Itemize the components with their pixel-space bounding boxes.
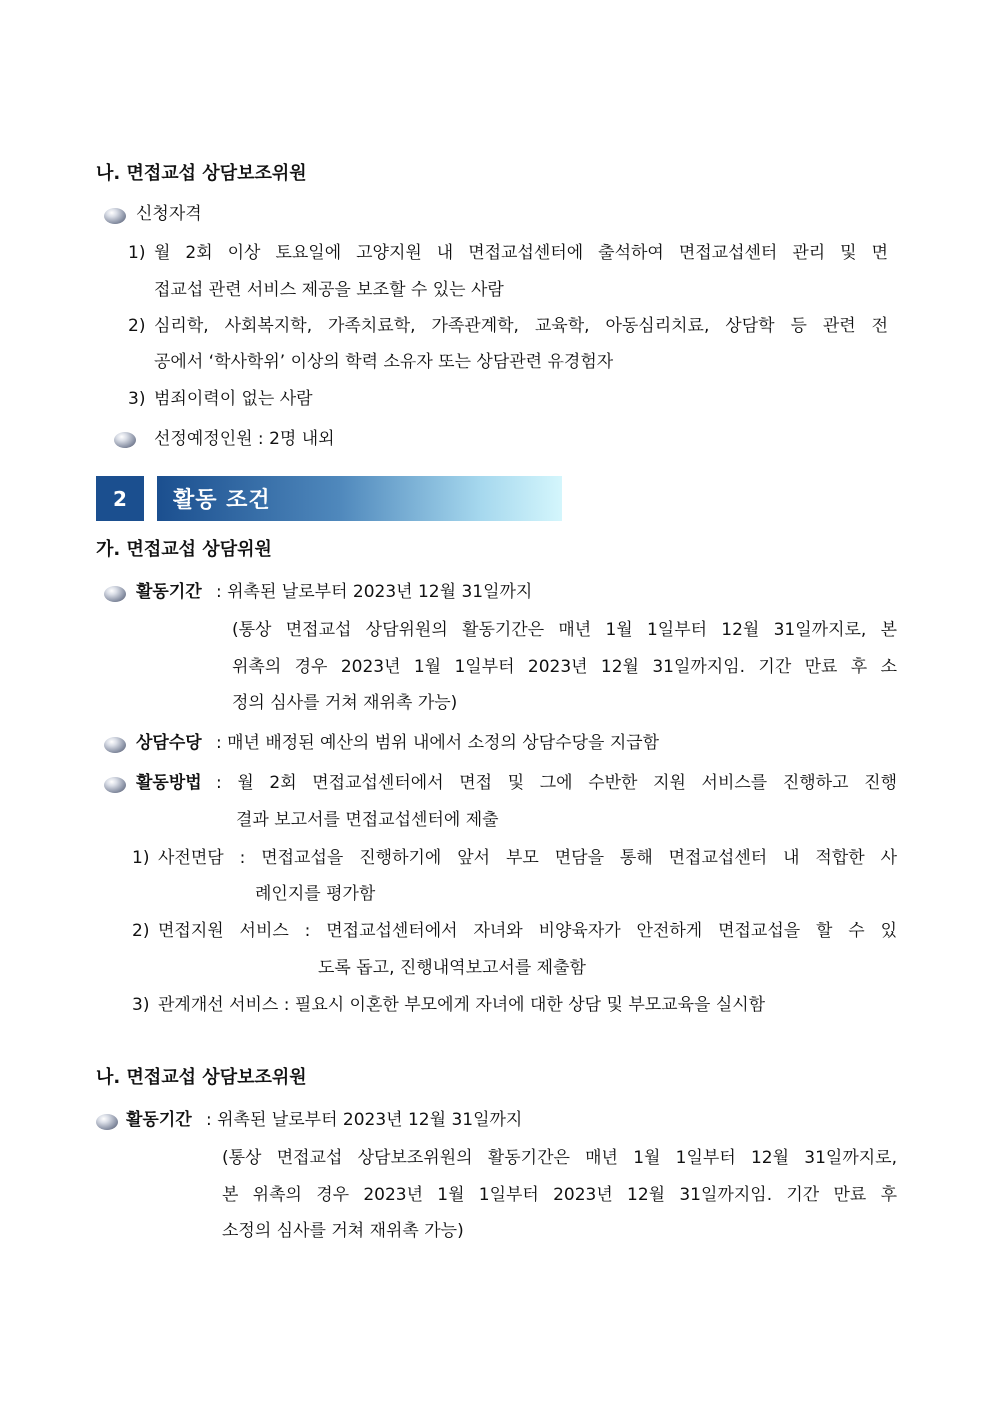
section-heading-b2: 나. 면접교섭 상담보조위원: [96, 1067, 307, 1088]
period-note-line: (통상 면접교섭 상담위원의 활동기간은 매년 1월 1일부터 12월 31일까지로, 본: [232, 620, 897, 640]
bullet-icon: [114, 432, 136, 448]
qualification-item-line: 범죄이력이 없는 사람: [154, 389, 313, 409]
bullet-icon: [104, 737, 126, 753]
period-text: : 위촉된 날로부터 2023년 12월 31일까지: [216, 582, 533, 602]
fee-text: : 매년 배정된 예산의 범위 내에서 소정의 상담수당을 지급함: [216, 733, 660, 753]
qualification-label: 신청자격: [136, 204, 202, 224]
method-item-line: 도록 돕고, 진행내역보고서를 제출함: [318, 958, 586, 978]
item-number: 1): [132, 848, 150, 868]
method-item-line: 면접지원 서비스 : 면접교섭센터에서 자녀와 비양육자가 안전하게 면접교섭을 할 수 있: [158, 921, 897, 941]
method-item-line: 사전면담 : 면접교섭을 진행하기에 앞서 부모 면담을 통해 면접교섭센터 내 적합한 사: [158, 848, 897, 868]
item-number: 3): [132, 995, 150, 1015]
bullet-icon: [96, 1114, 118, 1130]
item-number: 2): [132, 921, 150, 941]
method-text-line: 결과 보고서를 면접교섭센터에 제출: [236, 810, 499, 830]
section-number: 2: [96, 476, 144, 521]
period-label: 활동기간: [126, 1110, 192, 1130]
qualification-item-line: 접교섭 관련 서비스 제공을 보조할 수 있는 사람: [154, 280, 504, 300]
bullet-icon: [104, 586, 126, 602]
section-title-bar: 활동 조건: [157, 476, 562, 521]
bullet-icon: [104, 208, 126, 224]
bullet-icon: [104, 777, 126, 793]
section-heading-b1: 나. 면접교섭 상담보조위원: [96, 163, 307, 184]
method-item-line: 례인지를 평가함: [255, 884, 376, 904]
period-note-line: 위촉의 경우 2023년 1월 1일부터 2023년 12월 31일까지임. 기간 만료 후 소: [232, 657, 897, 677]
method-label: 활동방법: [136, 773, 202, 793]
fee-label: 상담수당: [136, 733, 202, 753]
period-note-line: 본 위촉의 경우 2023년 1월 1일부터 2023년 12월 31일까지임. 기간 만료 후: [222, 1185, 897, 1205]
period-note-line: (통상 면접교섭 상담보조위원의 활동기간은 매년 1월 1일부터 12월 31일까지로,: [222, 1148, 897, 1168]
period-text: : 위촉된 날로부터 2023년 12월 31일까지: [206, 1110, 523, 1130]
period-note-line: 소정의 심사를 거쳐 재위촉 가능): [222, 1221, 464, 1241]
qualification-item-line: 심리학, 사회복지학, 가족치료학, 가족관계학, 교육학, 아동심리치료, 상담학 등 관련 전: [154, 316, 888, 336]
selection-count: 선정예정인원 : 2명 내외: [154, 429, 335, 449]
item-number: 1): [128, 243, 146, 263]
period-label: 활동기간: [136, 582, 202, 602]
qualification-item-line: 월 2회 이상 토요일에 고양지원 내 면접교섭센터에 출석하여 면접교섭센터 관리 및 면: [154, 243, 888, 263]
method-item-line: 관계개선 서비스 : 필요시 이혼한 부모에게 자녀에 대한 상담 및 부모교육을 실시함: [158, 995, 766, 1015]
item-number: 2): [128, 316, 146, 336]
qualification-item-line: 공에서 ‘학사학위’ 이상의 학력 소유자 또는 상담관련 유경험자: [154, 352, 614, 372]
section-heading-a: 가. 면접교섭 상담위원: [96, 539, 272, 560]
item-number: 3): [128, 389, 146, 409]
period-note-line: 정의 심사를 거쳐 재위촉 가능): [232, 693, 458, 713]
method-text-line: : 월 2회 면접교섭센터에서 면접 및 그에 수반한 지원 서비스를 진행하고 진행: [216, 773, 897, 793]
